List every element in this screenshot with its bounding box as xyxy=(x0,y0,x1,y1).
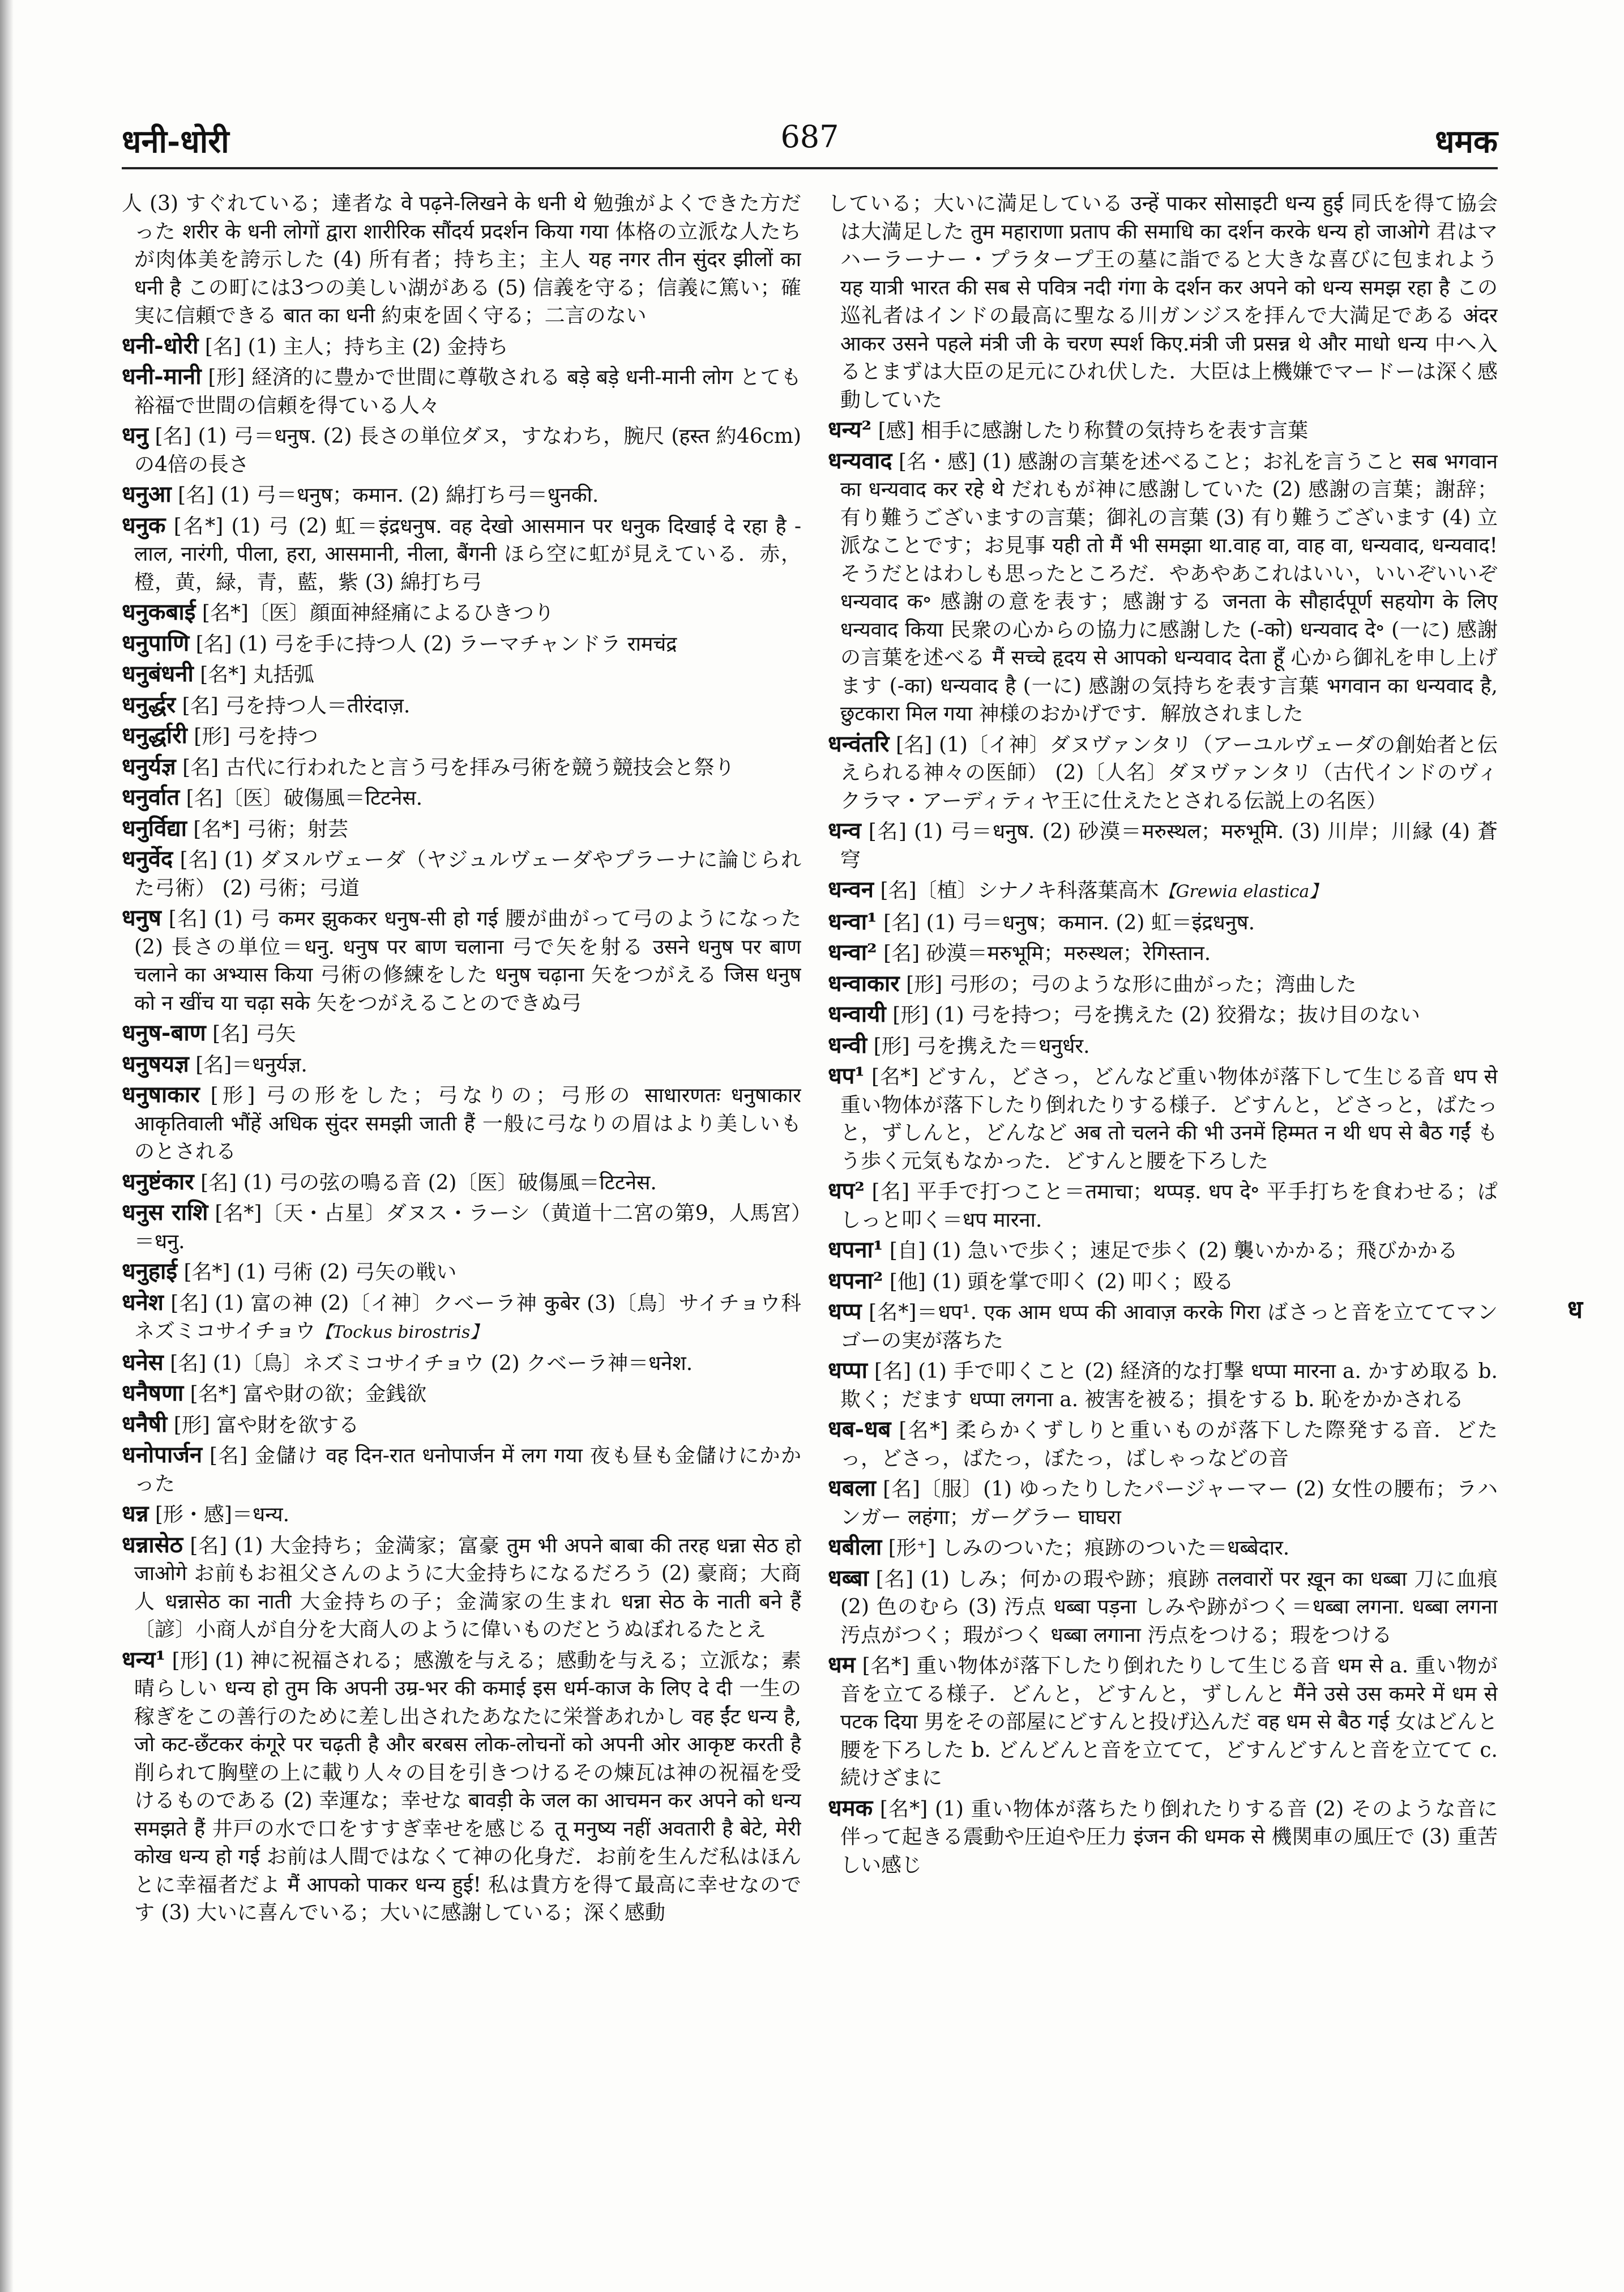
dictionary-entry xyxy=(122,660,801,689)
headword: धनेस xyxy=(122,1348,164,1376)
dictionary-entry xyxy=(122,190,801,330)
definition-text: [名*]〔天・占星〕ダヌス・ラーシ（黄道十二宮の第9，人馬宮）＝धनु. xyxy=(134,1202,801,1253)
headword: धनुष xyxy=(122,904,161,931)
definition-text: [名・感] (1) 感謝の言葉を述べること；お礼を言うこと सब भगवान का धन्यवाद कर रहे थे だれもが神に感謝していた (2) 感謝の言葉；謝辞；有り難うございますの言葉；御礼の言葉 (3) 有り難うございます (4) 立派なことです；お見事 यही तो मैं भी समझा था.वाह वा, वाह वा, धन्यवाद, धन्यवाद! そうだとはわしも思ったところだ．やあやあこれはいい，いいぞいいぞ धन्यवाद क॰ 感謝の意を表す；感謝する जनता के सौहार्दपूर्ण सहयोग के लिए धन्यवाद किया 民衆の心からの協力に感謝した (-को) धन्यवाद दे॰ (一に) 感謝の言葉を述べる मैं सच्चे हृदय से आपको धन्यवाद देता हूँ 心から御礼を申し上げます (-का) धन्यवाद है (一に) 感謝の気持ちを表す言葉 भगवान का धन्यवाद है, छुटकारा मिल गया 神様のおかげです．解放されました xyxy=(840,450,1498,725)
headword: धनैषणा xyxy=(122,1380,184,1406)
definition-text: [名]〔植〕シナノキ科落葉高木 xyxy=(880,879,1159,902)
definition-text: [名*] (1) 弓 (2) 虹＝इंद्रधनुष. वह देखो आसमान पर धनुक दिखाई दे रहा है - लाल, नारंगी, पीला, हरा, आसमानी, नीला, बैंगनी ほら空に虹が見えている．赤，橙，黄，緑，青，藍，紫 (3) 綿打ち弓 xyxy=(134,514,801,594)
dictionary-entry xyxy=(828,876,1498,906)
dictionary-entry xyxy=(122,1019,801,1048)
dictionary-entry xyxy=(828,1474,1498,1531)
headword: धनुर्विद्या xyxy=(122,814,187,842)
headword: धबला xyxy=(828,1475,876,1501)
definition-text: [形] 富や財を欲する xyxy=(173,1413,360,1437)
dictionary-entry xyxy=(828,1062,1498,1175)
definition-text: [名*] (1) 重い物体が落ちたり倒れたりする音 (2) そのような音に伴って起きる震動や圧迫や圧力 इंजन की धमक से 機関車の風圧で (3) 重苦しい感じ xyxy=(840,1797,1498,1877)
headword: धनुर्वेद xyxy=(122,846,173,872)
dictionary-entry xyxy=(122,362,801,420)
definition-text: [形] 経済的に豊かで世間に尊敬される बड़े बड़े धनी-मानी लोग とても裕福で世間の信頼を得ている人々 xyxy=(134,366,801,417)
definition-text: [名] 弓を持つ人＝तीरंदाज़. xyxy=(182,694,411,718)
headword: धनोपार्जन xyxy=(122,1441,203,1468)
headword: धनुस राशि xyxy=(122,1199,208,1226)
headword: धनुषयज्ञ xyxy=(122,1050,189,1077)
headword: धनुष-बाण xyxy=(122,1019,206,1046)
definition-text: [名*] 丸括弧 xyxy=(200,663,314,686)
dictionary-entry xyxy=(122,1441,801,1498)
headword: धन्य² xyxy=(828,416,872,443)
dictionary-entry xyxy=(122,1198,801,1256)
definition-text: [形・感]＝धन्य. xyxy=(155,1503,290,1526)
dictionary-entry xyxy=(122,1168,801,1197)
dictionary-entry xyxy=(122,1379,801,1409)
headword: धनुर्यज्ञ xyxy=(122,753,176,780)
definition-text: 人 (3) すぐれている；達者な वे पढ़ने-लिखने के धनी थे 勉強がよくできた方だった शरीर के धनी लोगों द्वारा शारीरिक सौंदर्य प्रदर्शन किया गया 体格の立派な人たちが肉体美を誇示した (4) 所有者；持ち主；主人 यह नगर तीन सुंदर झीलों का धनी है この町には3つの美しい湖がある (5) 信義を守る；信義に篤い；確実に信頼できる बात का धनी 約束を固く守る；二言のない xyxy=(122,192,801,327)
headword: धनुपाणि xyxy=(122,629,190,656)
dictionary-entry xyxy=(122,598,801,628)
dictionary-entry xyxy=(122,753,801,782)
definition-text: [名] (1) 弓＝धनुष. (2) 長さの単位ダヌ，すなわち，腕尺 (हस्त 約46cm) の4倍の長さ xyxy=(134,425,801,476)
definition-text: [他] (1) 頭を掌で叩く (2) 叩く；殴る xyxy=(889,1270,1234,1294)
dictionary-entry xyxy=(828,817,1498,874)
definition-text: [名] (1) 弓を手に持つ人 (2) ラーマチャンドラ रामचंद्र xyxy=(195,632,677,656)
dictionary-entry xyxy=(828,416,1498,445)
dictionary-entry xyxy=(828,1415,1498,1472)
dictionary-entry xyxy=(828,1297,1498,1355)
definition-text: [形] 弓の形をした；弓なりの；弓形の साधारणतः धनुषाकार आकृतिवाली भौंहें अधिक सुंदर समझी जाती हैं 一般に弓なりの眉はより美しいものとされる xyxy=(134,1084,801,1163)
definition-text: [形] (1) 神に祝福される；感激を与える；感動を与える；立派な；素晴らしい धन्य हो तुम कि अपनी उम्र-भर की कमाई इस धर्म-काज के लिए दे दी 一生の稼ぎをこの善行のために差し出されたあなたに栄誉あれかし वह ईंट धन्य है, जो कट-छँटकर कंगूरे पर चढ़ती है और बरबस लोक-लोचनों को अपनी ओर आकृष्ट करती है 削られて胸壁の上に載り人々の目を引きつけるその煉瓦は神の祝福を受けるものである (2) 幸運な；幸せな बावड़ी के जल का आचमन कर अपने को धन्य समझते हैं 井戸の水で口をすすぎ幸せを感じる तू मनुष्य नहीं अवतारी है बेटे, मेरी कोख धन्य हो गई お前は人間ではなくて神の化身だ．お前を生んだ私はほんとに幸福者だよ मैं आपको पाकर धन्य हुई! 私は貴方を得て最高に幸せなのです (3) 大いに喜んでいる；大いに感謝している；深く感動 xyxy=(134,1649,801,1924)
definition-text: [名] 平手で打つこと＝तमाचा；थप्पड़. धप दे॰ 平手打ちを食わせる；ぱしっと叩く＝धप मारना. xyxy=(840,1180,1498,1232)
definition-text: [名*]〔医〕顔面神経痛によるひきつり xyxy=(202,601,554,625)
definition-text: [名]＝धनुर्यज्ञ. xyxy=(195,1053,307,1077)
definition-text: [自] (1) 急いで歩く；速足で歩く (2) 襲いかかる；飛びかかる xyxy=(889,1239,1458,1262)
headword: धनैषी xyxy=(122,1410,168,1437)
headword: धमक xyxy=(828,1794,873,1821)
headword: धप¹ xyxy=(828,1062,865,1089)
dictionary-entry xyxy=(828,1356,1498,1414)
headword: धनेश xyxy=(122,1288,164,1316)
headword: धनुकबाई xyxy=(122,599,196,625)
dictionary-entry xyxy=(122,1531,801,1644)
dictionary-entry xyxy=(122,480,801,510)
definition-text: [名] 砂漠＝मरुभूमि；मरुस्थल；रेगिस्तान. xyxy=(883,942,1211,965)
dictionary-entry xyxy=(122,904,801,1017)
dictionary-entry xyxy=(122,1348,801,1378)
headword: धनुर्द्धारी xyxy=(122,722,187,749)
dictionary-entry xyxy=(122,722,801,751)
dictionary-entry xyxy=(828,1031,1498,1061)
headword: धन्नासेठ xyxy=(122,1531,183,1558)
headword: धनी-धोरी xyxy=(122,332,199,359)
dictionary-entry xyxy=(122,332,801,361)
definition-text: [名]〔服〕(1) ゆったりしたパージャーマー (2) 女性の腰布；ラハンガー लहंगा；ガーグラー घाघरा xyxy=(840,1478,1498,1529)
dictionary-entry xyxy=(828,190,1498,414)
dictionary-entry xyxy=(828,1267,1498,1296)
dictionary-entry xyxy=(828,908,1498,937)
definition-text: [名*] どすん，どさっ，どんなど重い物体が落下して生じる音 धप से 重い物体が落下したり倒れたりする様子．どすんと，どさっと，ばたっと，ずしんと，どんなど अब तो चलने की भी उनमें हिम्मत न थी धप से बैठ गईं もう歩く元気もなかった．どすんと腰を下ろした xyxy=(840,1065,1498,1173)
definition-text: [名] 古代に行われたと言う弓を拝み弓術を競う競技会と祭り xyxy=(182,756,735,779)
definition-text: [名] (1) 弓の弦の鳴る音 (2)〔医〕破傷風＝टिटनेस. xyxy=(200,1171,657,1194)
dictionary-entry xyxy=(122,1500,801,1529)
definition-text: [形] (1) 弓を持つ；弓を携えた (2) 狡猾な；抜け目のない xyxy=(892,1004,1421,1027)
headword: धन्यवाद xyxy=(828,447,892,474)
definition-text: [名]〔医〕破傷風＝टिटनेस. xyxy=(186,787,423,810)
thumb-index: ध xyxy=(1567,1295,1583,1324)
dictionary-entry xyxy=(828,970,1498,999)
dictionary-entry xyxy=(122,1050,801,1079)
dictionary-entry xyxy=(828,730,1498,816)
dictionary-entry xyxy=(122,1081,801,1166)
headword: धपना² xyxy=(828,1267,883,1294)
definition-text: [名*] 重い物体が落下したり倒れたりして生じる音 धम से a. 重い物が音を立てる様子．どんと，どすんと，ずしんと मैंने उसे उस कमरे में धम से पटक दिया 男をその部屋にどすんと投げ込んだ वह धम से बैठ गई 女はどんと腰を下ろした b. どんどんと音を立てて，どすんどすんと音を立てて c. 続けざまに xyxy=(840,1654,1498,1790)
headword: धब्बा xyxy=(828,1564,869,1591)
headword: धपना¹ xyxy=(828,1236,883,1263)
scan-edge-shadow xyxy=(0,0,14,2292)
headword: धनुष्टंकार xyxy=(122,1168,194,1195)
headword: धबीला xyxy=(828,1534,882,1560)
page-number: 687 xyxy=(780,119,839,155)
definition-text: [名] (1) 弓＝धनुष；कमान. (2) 虹＝इंद्रधनुष. xyxy=(883,911,1255,934)
definition-text: [名] (1) 大金持ち；金満家；富豪 तुम भी अपने बाबा की तरह धन्ना सेठ हो जाओगे お前もお祖父さんのように大金持ちになるだろう (2) 豪商；大商人 धन्नासेठ का नाती 大金持ちの子；金満家の生まれ धन्ना सेठ के नाती बने हैं〔諺〕小商人が自分を大商人のように偉いものだとうぬぼれるたとえ xyxy=(134,1534,801,1641)
dictionary-entry xyxy=(122,783,801,813)
dictionary-entry xyxy=(828,1533,1498,1563)
dictionary-entry xyxy=(122,1646,801,1927)
dictionary-entry xyxy=(122,845,801,902)
headword: धन्न xyxy=(122,1500,149,1527)
headword: धनुआ xyxy=(122,481,172,507)
definition-text: [名] (1) 手で叩くこと (2) 経済的な打撃 धप्पा मारना a. かすめ取る b. 欺く；だます धप्पा लगना a. 被害を被る；損をする b. 恥をかかされる xyxy=(840,1360,1498,1411)
headword: धनी-मानी xyxy=(122,363,202,390)
headword: धम xyxy=(828,1651,856,1678)
headword: धन्वाकार xyxy=(828,970,900,997)
headword: धनुहाई xyxy=(122,1258,178,1284)
definition-text: [名] (1) 弓＝धनुष；कमान. (2) 綿打ち弓＝धुनकी. xyxy=(178,484,599,507)
headword: धप्प xyxy=(828,1298,862,1325)
definition-text: [名] 金儲け वह दिन-रात धनोपार्जन में लग गया 夜も昼も金儲けにかかった xyxy=(134,1444,801,1496)
dictionary-entry xyxy=(122,814,801,844)
headword: धप² xyxy=(828,1177,865,1204)
headword: धनुर्वात xyxy=(122,784,180,810)
headword: धनुषाकार xyxy=(122,1081,200,1108)
definition-text: [名*] (1) 弓術 (2) 弓矢の戦い xyxy=(183,1261,457,1284)
running-head-left: धनी-धोरी xyxy=(122,123,229,160)
page-header xyxy=(122,119,1498,170)
headword: धन्वन xyxy=(828,876,874,903)
dictionary-entry xyxy=(828,1236,1498,1265)
definition-text: [名*]＝धप¹. एक आम धप्प की आवाज़ करके गिरा ばさっと音を立ててマンゴーの実が落ちた xyxy=(840,1301,1498,1352)
definition-text: [名] (1)〔鳥〕ネズミコサイチョウ (2) クベーラ神＝धनेश. xyxy=(170,1351,693,1375)
definition-text: [名] (1) 富の神 (2)〔イ神〕クベーラ神 कुबेर (3)〔鳥〕サイチョウ科ネズミコサイチョウ xyxy=(134,1291,801,1343)
scientific-name: 【Tockus birostris】 xyxy=(315,1322,488,1342)
dictionary-entry xyxy=(122,511,801,597)
headword: धनुर्द्धर xyxy=(122,691,176,718)
definition-text: [名] (1) ダヌルヴェーダ（ヤジュルヴェーダやプラーナに論じられた弓術） (2) 弓術；弓道 xyxy=(134,848,801,900)
definition-text: [名] (1) しみ；何かの瑕や跡；痕跡 तलवारों पर ख़ून का धब्बा 刀に血痕 (2) 色のむら (3) 汚点 धब्बा पड़ना しみや跡がつく＝धब्बा लगना. धब्बा लगना 汚点がつく；瑕がつく धब्बा लगाना 汚点をつける；瑕をつける xyxy=(840,1567,1498,1647)
definition-text: [名] (1) 弓＝धनुष. (2) 砂漠＝मरुस्थल；मरुभूमि. (3) 川岸；川縁 (4) 蒼穹 xyxy=(840,820,1498,872)
dictionary-entry xyxy=(828,1564,1498,1650)
dictionary-entry xyxy=(122,1410,801,1440)
scientific-name: 【Grewia elastica】 xyxy=(1159,882,1327,902)
definition-text: [形⁺] しみのついた；痕跡のついた＝धब्बेदार. xyxy=(888,1536,1290,1560)
definition-text: [形] 弓を持つ xyxy=(194,725,318,748)
definition-text: [名*] 富や財の欲；金銭欲 xyxy=(190,1382,427,1406)
definition-text: [名] (1) 主人；持ち主 (2) 金持ち xyxy=(204,335,508,358)
headword: धन्वी xyxy=(828,1031,867,1058)
headword: धन्वा² xyxy=(828,939,877,966)
headword: धन्वंतरि xyxy=(828,730,890,757)
dictionary-entry xyxy=(828,1000,1498,1030)
dictionary-entry xyxy=(122,1288,801,1347)
definition-text: [名*] 弓術；射芸 xyxy=(193,817,348,841)
headword: धन्वा¹ xyxy=(828,908,877,935)
headword: धन्व xyxy=(828,817,861,844)
dictionary-entry xyxy=(828,1794,1498,1880)
left-column xyxy=(122,190,801,2234)
dictionary-entry xyxy=(122,1257,801,1287)
header-rule xyxy=(122,167,1498,169)
definition-text: [感] 相手に感謝したり称賛の気持ちを表す言葉 xyxy=(878,419,1309,442)
headword: धन्वायी xyxy=(828,1001,886,1027)
definition-text: [形] 弓を携えた＝धनुर्धर. xyxy=(873,1034,1090,1058)
dictionary-entry xyxy=(828,1177,1498,1234)
definition-text: [名] 弓矢 xyxy=(212,1022,296,1045)
headword: धनुबंधनी xyxy=(122,660,194,687)
headword: धन्य¹ xyxy=(122,1646,166,1673)
definition-text: している；大いに満足している उन्हें पाकर सोसाइटी धन्य हुई 同氏を得て協会は大満足した तुम महाराणा प्रताप की समाधि का दर्शन करके धन्य हो जाओगे 君はマハーラーナー・プラタープ王の墓に詣でると大きな喜びに包まれよう यह यात्री भारत की सब से पवित्र नदी गंगा के दर्शन कर अपने को धन्य समझ रहा है この巡礼者はインドの最高に聖なる川ガンジスを拝んで大満足である अंदर आकर उसने पहले मंत्री जी के चरण स्पर्श किए.मंत्री जी प्रसन्न थे और माधो धन्य 中へ入るとまずは大臣の足元にひれ伏した．大臣は上機嫌でマードーは深く感動していた xyxy=(828,192,1498,412)
definition-text: [形] 弓形の；弓のような形に曲がった；湾曲した xyxy=(906,972,1357,996)
headword: धनु xyxy=(122,422,148,449)
dictionary-entry xyxy=(122,629,801,659)
right-column xyxy=(828,190,1498,2234)
dictionary-entry xyxy=(122,421,801,479)
headword: धब-धब xyxy=(828,1416,891,1442)
definition-text: [名*] 柔らかくずしりと重いものが落下した際発する音．どたっ，どさっ，ばたっ，ぼたっ，ばしゃっなどの音 xyxy=(840,1419,1498,1470)
definition-text: [名] (1)〔イ神〕ダヌヴァンタリ（アーユルヴェーダの創始者と伝えられる神々の医師） (2)〔人名〕ダヌヴァンタリ（古代インドのヴィクラマ・アーディティヤ王に仕えたとされる伝説上の名医） xyxy=(840,733,1498,813)
dictionary-entry xyxy=(828,938,1498,968)
headword: धनुक xyxy=(122,511,166,539)
dictionary-entry xyxy=(122,691,801,720)
running-head-right: धमक xyxy=(1435,123,1498,160)
dictionary-entry xyxy=(828,1651,1498,1792)
headword: धप्पा xyxy=(828,1357,867,1384)
definition-text: [名] (1) 弓 कमर झुककर धनुष-सी हो गई 腰が曲がって弓のようになった (2) 長さの単位＝धनु. धनुष पर बाण चलाना 弓で矢を射る उसने धनुष पर बाण चलाने का अभ्यास किया 弓術の修練をした धनुष चढ़ाना 矢をつがえる जिस धनुष को न खींच या चढ़ा सके 矢をつがえることのできぬ弓 xyxy=(134,907,801,1015)
dictionary-entry xyxy=(828,447,1498,728)
